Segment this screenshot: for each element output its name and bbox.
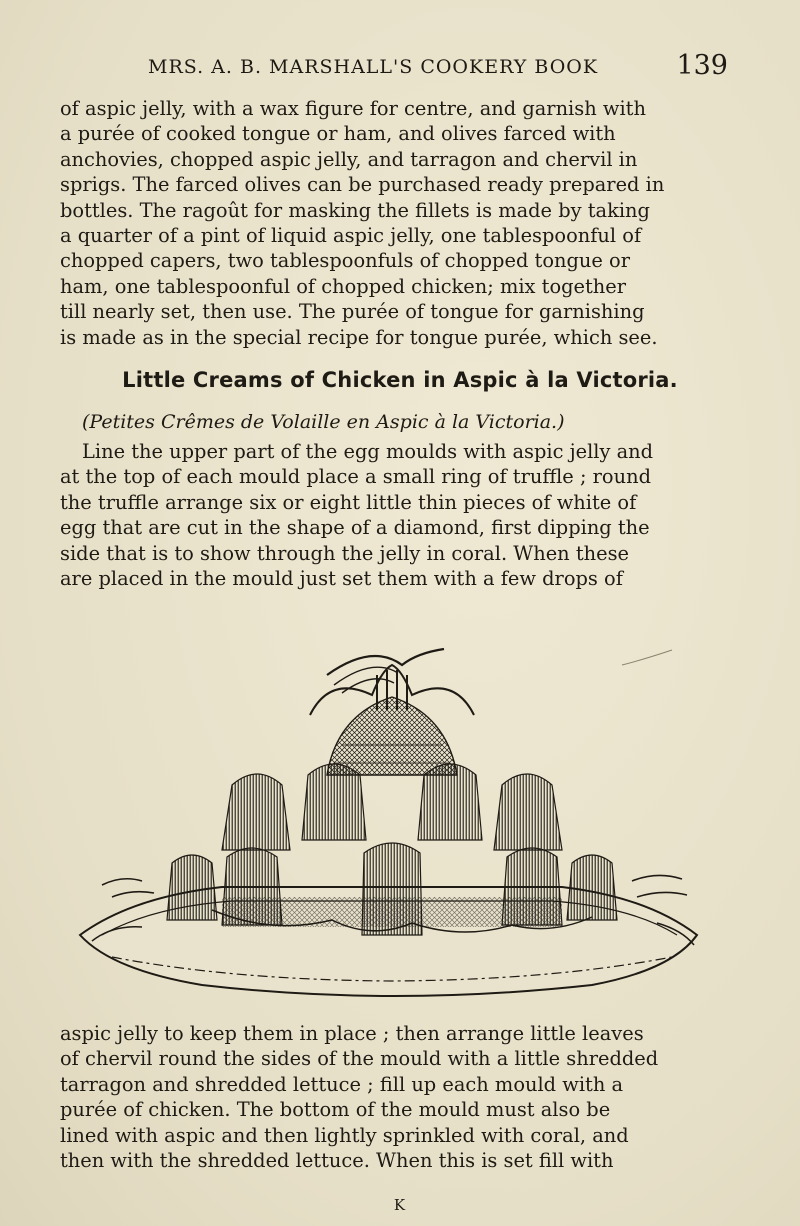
page-number: 139 bbox=[676, 50, 728, 81]
text-line: ham, one tablespoonful of chopped chicken; mix together bbox=[60, 274, 627, 298]
text-line: is made as in the special recipe for tongue purée, which see. bbox=[60, 325, 658, 349]
text-line: a quarter of a pint of liquid aspic jelly, one tablespoonful of bbox=[60, 224, 642, 248]
text-line: purée of chicken. The bottom of the mould must also be bbox=[60, 1098, 611, 1122]
text-line: of chervil round the sides of the mould with a little shredded bbox=[60, 1047, 659, 1071]
text-line: sprigs. The farced olives can be purchased ready prepared in bbox=[60, 173, 665, 197]
text-line: the truffle arrange six or eight little thin pieces of white of bbox=[60, 490, 637, 514]
text-line: side that is to show through the jelly in coral. When these bbox=[60, 541, 630, 565]
paragraph-intro bbox=[60, 96, 728, 350]
page-header bbox=[60, 46, 728, 90]
running-head: MRS. A. B. MARSHALL'S COOKERY BOOK bbox=[148, 56, 599, 78]
paragraph-method-1 bbox=[60, 439, 728, 591]
lower-moulds bbox=[167, 843, 617, 935]
text-line: chopped capers, two tablespoonfuls of chopped tongue or bbox=[60, 249, 630, 273]
text-line: of aspic jelly, with a wax figure for centre, and garnish with bbox=[60, 97, 646, 120]
text-line: tarragon and shredded lettuce ; fill up each mould with a bbox=[60, 1072, 624, 1096]
upper-moulds bbox=[222, 764, 562, 850]
paragraph-method-2 bbox=[60, 1021, 728, 1173]
text-line: at the top of each mould place a small ring of truffle ; round bbox=[60, 465, 651, 489]
recipe-subtitle: (Petites Crêmes de Volaille en Aspic à la Victoria.) bbox=[82, 411, 565, 433]
recipe-title: Little Creams of Chicken in Aspic à la Victoria. bbox=[122, 368, 678, 392]
text-line: till nearly set, then use. The purée of tongue for garnishing bbox=[60, 300, 645, 324]
text-line: egg that are cut in the shape of a diamond, first dipping the bbox=[60, 516, 650, 540]
text-line: then with the shredded lettuce. When this is set fill with bbox=[60, 1149, 614, 1173]
central-aspic bbox=[327, 697, 457, 775]
text-line: lined with aspic and then lightly sprinkled with coral, and bbox=[60, 1123, 629, 1147]
text-line: anchovies, chopped aspic jelly, and tarragon and chervil in bbox=[60, 147, 638, 171]
text-line: bottles. The ragoût for masking the fillets is made by taking bbox=[60, 198, 650, 222]
text-line: are placed in the mould just set them with a few drops of bbox=[60, 567, 623, 591]
text-line: Line the upper part of the egg moulds with aspic jelly and bbox=[82, 440, 654, 463]
text-line: a purée of cooked tongue or ham, and olives farced with bbox=[60, 122, 616, 146]
engraving-illustration bbox=[72, 635, 712, 1020]
text-line: aspic jelly to keep them in place ; then arrange little leaves bbox=[60, 1022, 644, 1045]
signature-mark: K bbox=[393, 1196, 407, 1214]
